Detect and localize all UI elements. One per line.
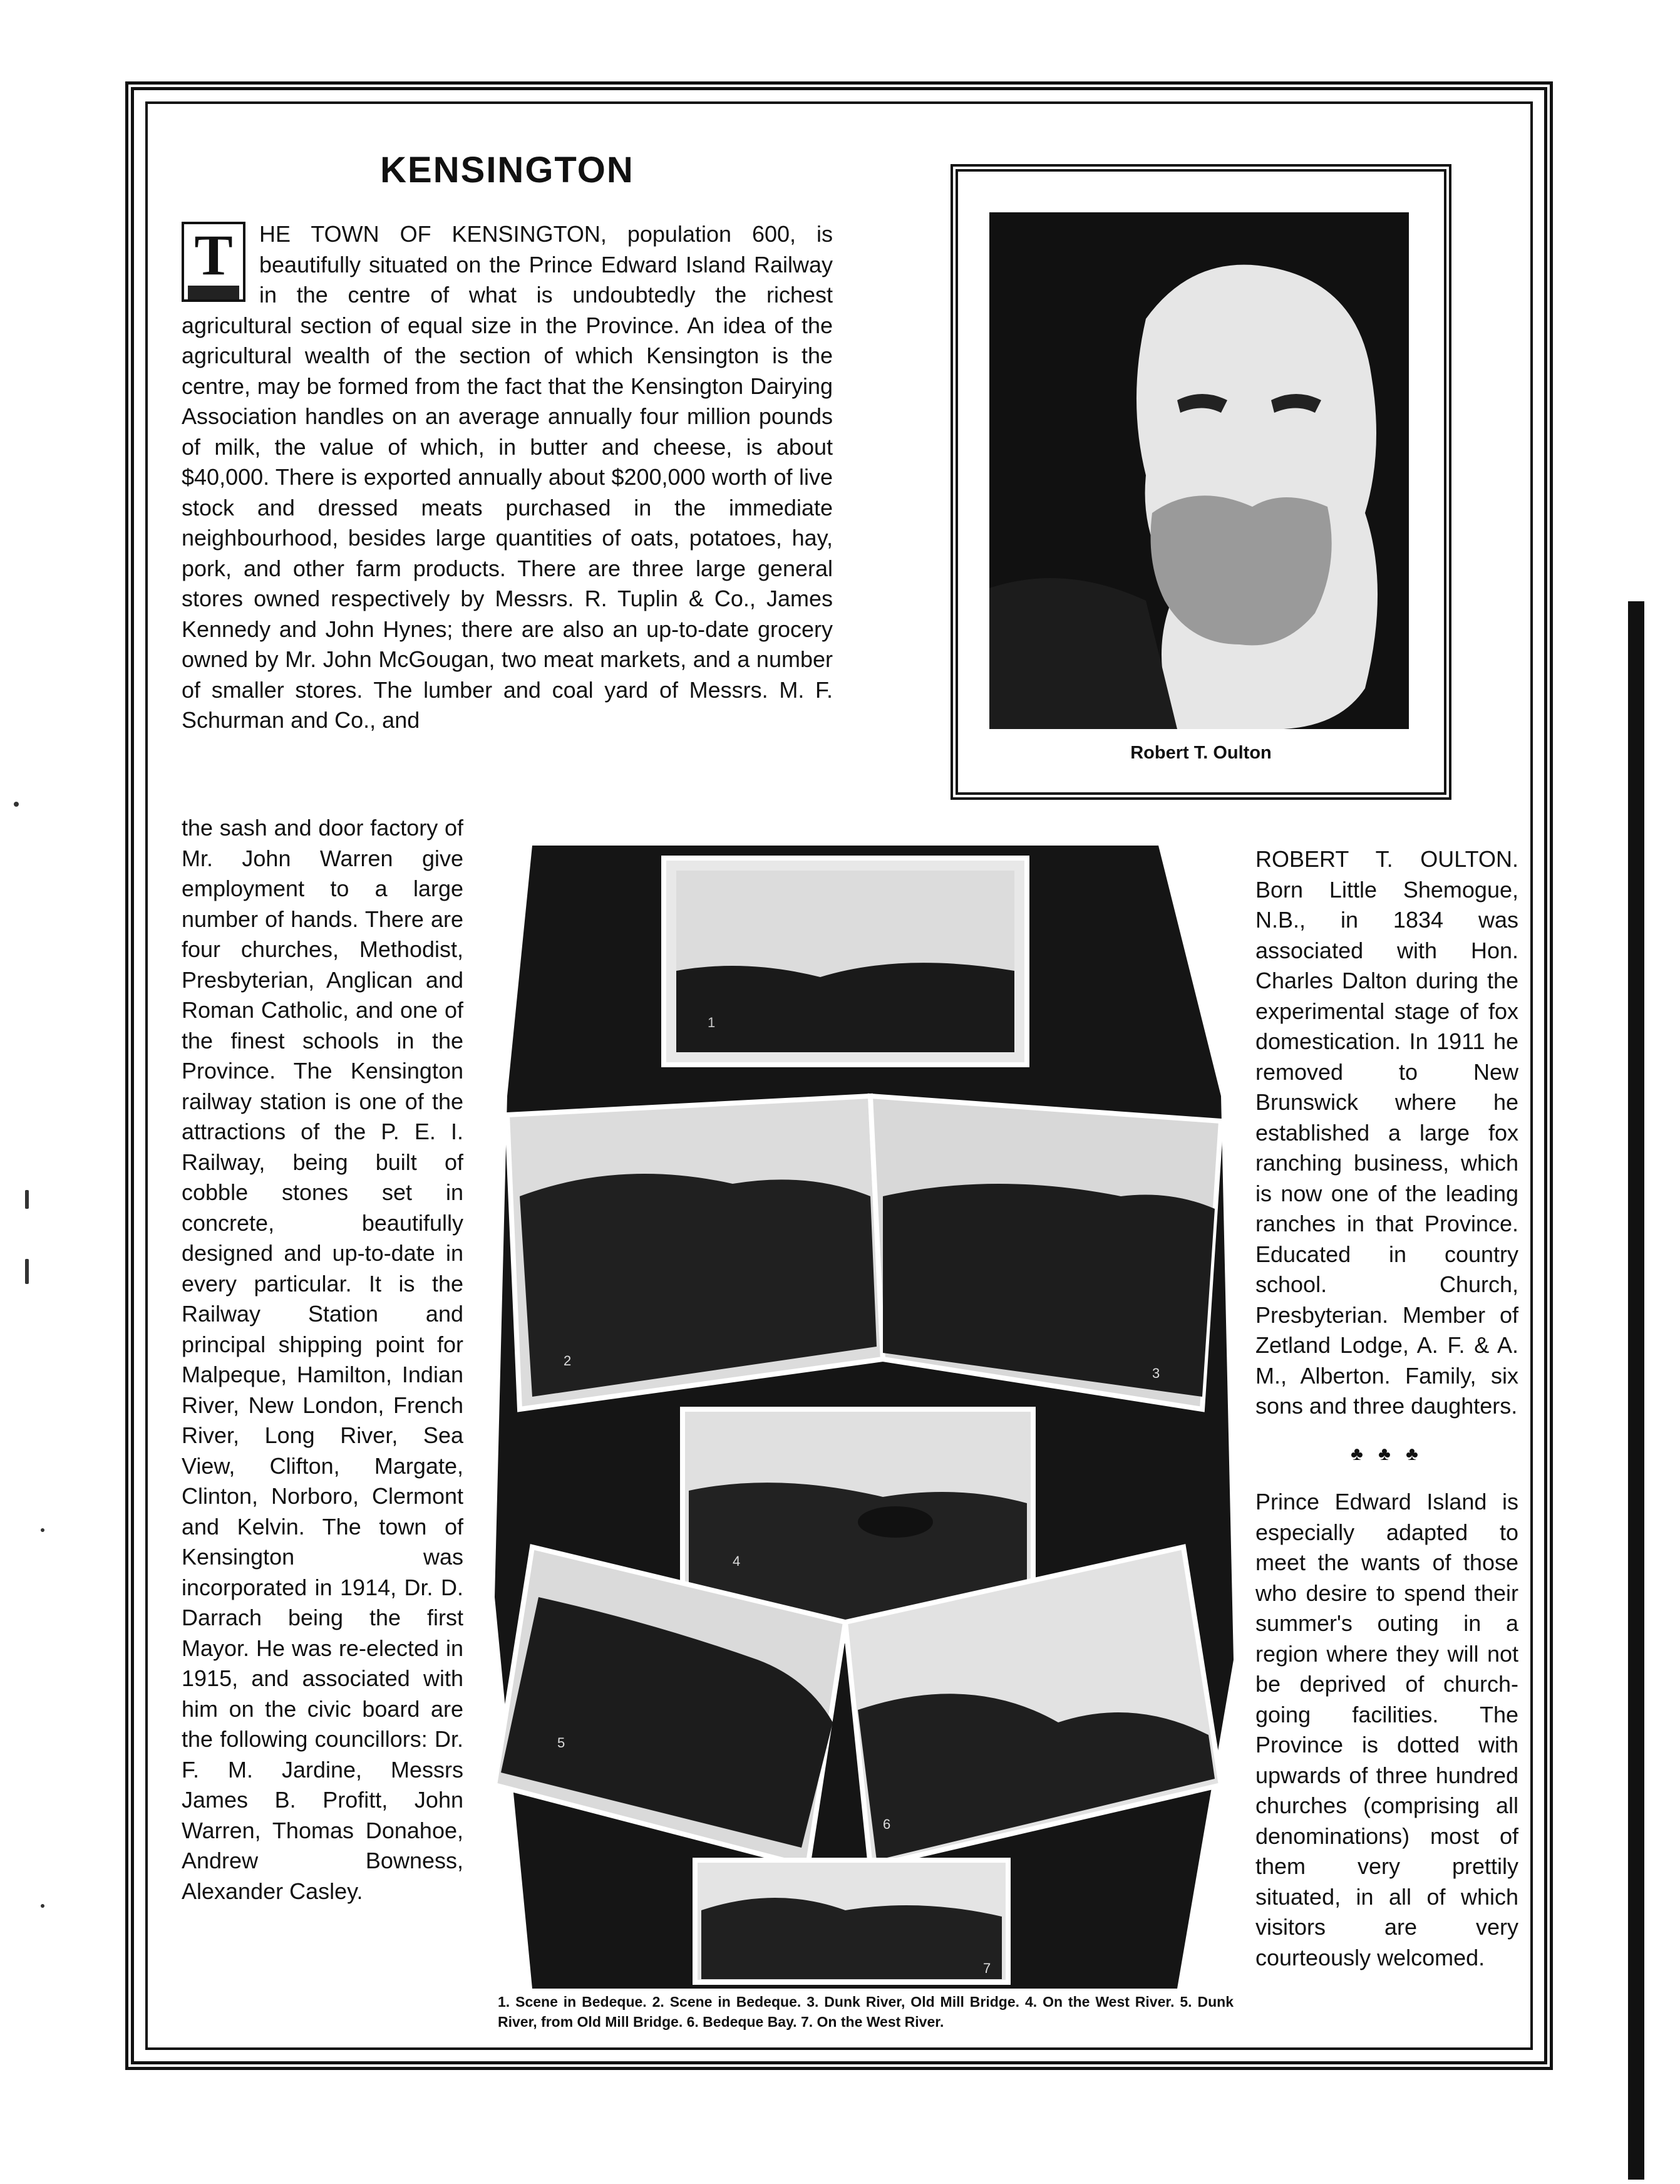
photo-7 bbox=[695, 1860, 1008, 1982]
photo-2-number: 2 bbox=[564, 1353, 572, 1369]
scan-speck bbox=[41, 1904, 44, 1908]
intro-text: HE TOWN OF KENSINGTON, population 600, is beautifully situated on the Prince Edward Island Railway in the centre of what is undoubtedly the richest agricultural section of equal size in the Province. An idea of the agricultural wealth of the section of which Kensington is the centre, may be formed from the fact that the Kensington Dairying Association handles on an average annually four million pounds of milk, the value of which, in butter and cheese, is about $40,000. There is exported annually about $200,000 worth of live stock and dressed meats purchased in the immediate neighbourhood, besides large quantities of oats, potatoes, hay, pork, and other farm products. There are three large general stores owned respectively by Messrs. R. Tuplin & Co., James Kennedy and John Hynes; there are also an up-to-date grocery owned by Mr. John McGougan, two meat markets, and a number of smaller stores. The lumber and coal yard of Messrs. M. F. Schurman and Co., and bbox=[182, 221, 833, 733]
scan-speck bbox=[25, 1259, 29, 1284]
photo-1-shore bbox=[676, 963, 1014, 1052]
oulton-biography: ROBERT T. OULTON. Born Little Shemogue, N.B., in 1834 was associated with Hon. Charles Dalton during the experimental stage of fox domestication. In 1911 he removed to New Brunswick where he established a large fox ranching business, which is now one of the leading ranches in that Province. Educated in country school. Church, Presbyterian. Member of Zetland Lodge, A. F. & A. M., Alberton. Family, six sons and three daughters. bbox=[1255, 846, 1518, 1419]
dropcap bbox=[182, 222, 245, 302]
photo-1-number: 1 bbox=[708, 1015, 716, 1030]
scan-speck bbox=[14, 802, 19, 807]
portrait-caption: Robert T. Oulton bbox=[1130, 743, 1272, 763]
portrait-photo bbox=[989, 212, 1409, 729]
right-column bbox=[1255, 844, 1518, 1973]
section-ornament: ♣ ♣ ♣ bbox=[1351, 1443, 1423, 1464]
scan-speck bbox=[41, 1528, 44, 1532]
photo-1 bbox=[664, 858, 1027, 1065]
photo-7-number: 7 bbox=[983, 1960, 991, 1976]
photo-4-number: 4 bbox=[733, 1553, 741, 1569]
photo-6-number: 6 bbox=[883, 1816, 891, 1832]
churches-paragraph: Prince Edward Island is especially adapted to meet the wants of those who desire to spend their summer's outing in a region where they will not be deprived of church-going facilities. The Province is dotted with upwards of three hundred churches (comprising all denominations) most of them very prettily situated, in all of which visitors are very courteously welcomed. bbox=[1255, 1489, 1518, 1970]
portrait-face-light bbox=[1136, 265, 1378, 729]
photo-2 bbox=[507, 1096, 883, 1409]
dropcap-ornament bbox=[188, 286, 239, 299]
intro-paragraph bbox=[182, 219, 833, 736]
scan-speck bbox=[25, 1190, 29, 1209]
photo-collage bbox=[495, 846, 1234, 1989]
dropcap-letter: T bbox=[194, 223, 233, 287]
photo-3-number: 3 bbox=[1152, 1365, 1160, 1381]
collage-caption: 1. Scene in Bedeque. 2. Scene in Bedeque. 3. Dunk River, Old Mill Bridge. 4. On the West River. 5. Dunk River, from Old Mill Bridge. 6. Bedeque Bay. 7. On the West River. bbox=[498, 1994, 1234, 2030]
left-column-text: the sash and door factory of Mr. John Warren give employment to a large number of hands. There are four churches, Methodist, Presbyterian, Anglican and Roman Catholic, and one of the finest schools in the Province. The Kensington railway station is one of the attractions of the P. E. I. Railway, being built of cobble stones set in concrete, beautifully designed and up-to-date in every particular. It is the Railway Station and principal shipping point for Malpeque, Hamilton, Indian River, New London, French River, Long River, Sea View, Clifton, Margate, Clinton, Norboro, Clermont and Kelvin. The town of Kensington was incorporated in 1914, Dr. D. Darrach being the first Mayor. He was re-elected in 1915, and associated with him on the civic board are the following councillors: Dr. F. M. Jardine, Messrs James B. Profitt, John Warren, Thomas Donahoe, Andrew Bowness, Alexander Casley. bbox=[182, 815, 463, 1904]
scan-edge-bar bbox=[1628, 601, 1644, 2180]
article-title: KENSINGTON bbox=[380, 150, 634, 190]
photo-5-number: 5 bbox=[557, 1735, 565, 1751]
photo-3 bbox=[870, 1096, 1221, 1409]
portrait-frame bbox=[951, 164, 1451, 800]
photo-7-water bbox=[701, 1898, 1002, 1979]
photo-4-island bbox=[858, 1506, 933, 1538]
